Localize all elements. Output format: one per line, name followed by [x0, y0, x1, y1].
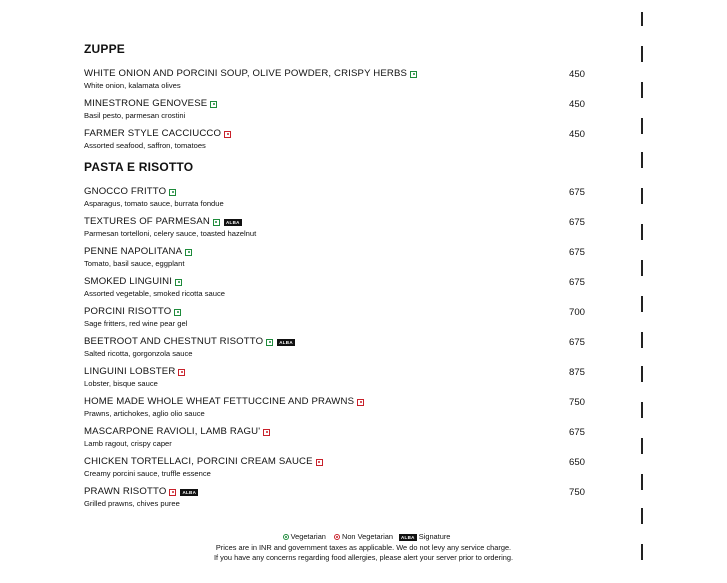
item-name: HOME MADE WHOLE WHEAT FETTUCCINE AND PRAWNS: [84, 396, 355, 407]
item-description: Grilled prawns, chives puree: [84, 499, 180, 508]
edge-rule: [641, 260, 643, 276]
menu-item: [84, 276, 585, 304]
edge-rule: [641, 118, 643, 134]
menu-item: [84, 186, 585, 214]
veg-icon: [410, 71, 417, 78]
signature-badge: ALBA: [279, 339, 293, 345]
item-description: Salted ricotta, gorgonzola sauce: [84, 349, 193, 358]
item-price: 750: [568, 397, 585, 408]
legend-nonveg-label: Non Vegetarian: [341, 532, 393, 541]
edge-rule: [641, 508, 643, 524]
edge-rule: [641, 188, 643, 204]
item-name: MASCARPONE RAVIOLI, LAMB RAGU': [84, 426, 261, 437]
item-name-row: [84, 486, 564, 498]
item-price: 675: [568, 277, 585, 288]
veg-icon: [174, 309, 181, 316]
signature-badge: ALBA: [182, 489, 197, 495]
signature-badge: ALBA: [225, 219, 240, 225]
item-description: Assorted vegetable, smoked ricotta sauce: [84, 289, 225, 298]
nonveg-dot-icon: [334, 534, 340, 540]
item-description: Lamb ragout, crispy caper: [84, 439, 172, 448]
item-name-row: [84, 128, 564, 140]
item-description: Parmesan tortelloni, celery sauce, toasted hazelnut: [84, 229, 257, 238]
item-name: PORCINI RISOTTO: [84, 306, 172, 317]
item-name-row: [84, 366, 564, 378]
item-name: SMOKED LINGUINI: [84, 276, 173, 287]
item-description: Assorted seafood, saffron, tomatoes: [84, 141, 206, 150]
item-name-row: [84, 306, 564, 318]
section-title-zuppe: ZUPPE: [84, 42, 126, 56]
item-price: 750: [568, 487, 585, 498]
menu-item: [84, 246, 585, 274]
item-name-row: [84, 276, 564, 288]
item-name-row: [84, 456, 564, 468]
veg-icon: [210, 101, 217, 108]
signature-badge: ALBA: [401, 534, 415, 540]
item-description: Sage fritters, red wine pear gel: [84, 319, 188, 328]
item-price: 450: [568, 129, 585, 140]
item-name-row: [84, 246, 564, 258]
item-name: FARMER STYLE CACCIUCCO: [84, 128, 222, 139]
item-name: BEETROOT AND CHESTNUT RISOTTO: [84, 336, 264, 347]
menu-item: [84, 306, 585, 334]
item-description: Basil pesto, parmesan crostini: [84, 111, 186, 120]
menu-item: [84, 98, 585, 126]
edge-rule: [641, 402, 643, 418]
item-name: MINESTRONE GENOVESE: [84, 98, 208, 109]
menu-item: [84, 366, 585, 394]
menu-item: [84, 396, 585, 424]
item-price: 675: [568, 217, 585, 228]
nonveg-icon: [224, 131, 231, 138]
item-description: Creamy porcini sauce, truffle essence: [84, 469, 211, 478]
edge-rule: [641, 82, 643, 98]
item-name: LINGUINI LOBSTER: [84, 366, 176, 377]
item-name-row: [84, 186, 564, 198]
item-description: Lobster, bisque sauce: [84, 379, 158, 388]
nonveg-icon: [169, 489, 176, 496]
nonveg-icon: [263, 429, 270, 436]
menu-item: [84, 68, 585, 96]
item-name: CHICKEN TORTELLACI, PORCINI CREAM SAUCE: [84, 456, 313, 467]
veg-icon: [266, 339, 273, 346]
veg-icon: [213, 219, 220, 226]
item-price: 675: [568, 187, 585, 198]
item-name-row: [84, 336, 564, 348]
veg-icon: [175, 279, 182, 286]
menu-item: [84, 336, 585, 364]
item-name: TEXTURES OF PARMESAN: [84, 216, 210, 227]
item-price: 675: [568, 337, 585, 348]
footer-legend: [0, 532, 727, 542]
edge-rule: [641, 332, 643, 348]
item-price: 675: [568, 247, 585, 258]
item-name: PENNE NAPOLITANA: [84, 246, 183, 257]
nonveg-icon: [178, 369, 185, 376]
item-description: Tomato, basil sauce, eggplant: [84, 259, 185, 268]
edge-rule: [641, 12, 643, 26]
item-description: Asparagus, tomato sauce, burrata fondue: [84, 199, 224, 208]
menu-item: [84, 426, 585, 454]
item-name-row: [84, 68, 564, 80]
item-name: WHITE ONION AND PORCINI SOUP, OLIVE POWDER, CRISPY HERBS: [84, 68, 408, 79]
item-name-row: [84, 426, 564, 438]
edge-rule: [641, 296, 643, 312]
menu-item: [84, 216, 585, 244]
item-price: 875: [568, 367, 585, 378]
edge-rule: [641, 152, 643, 168]
item-price: 675: [568, 427, 585, 438]
veg-icon: [185, 249, 192, 256]
nonveg-icon: [316, 459, 323, 466]
menu-item: [84, 486, 585, 514]
legend-signature-label: Signature: [418, 532, 451, 541]
edge-rule: [641, 474, 643, 490]
menu-item: [84, 128, 585, 156]
legend-veg-label: Vegetarian: [290, 532, 326, 541]
footer-allergy-note: If you have any concerns regarding food allergies, please alert your server prior to ordering.: [213, 553, 514, 562]
edge-rule: [641, 438, 643, 454]
item-price: 700: [568, 307, 585, 318]
item-name: GNOCCO FRITTO: [84, 186, 167, 197]
footer-prices-note: Prices are in INR and government taxes as applicable. We do not levy any service charge.: [215, 543, 512, 552]
nonveg-icon: [357, 399, 364, 406]
item-name-row: [84, 98, 564, 110]
item-price: 450: [568, 69, 585, 80]
edge-rule: [641, 224, 643, 240]
item-name-row: [84, 396, 564, 408]
menu-item: [84, 456, 585, 484]
item-name-row: [84, 216, 564, 228]
section-title-pasta-e-risotto: PASTA E RISOTTO: [84, 160, 194, 174]
item-description: Prawns, artichokes, aglio olio sauce: [84, 409, 205, 418]
edge-rule: [641, 46, 643, 62]
item-price: 650: [568, 457, 585, 468]
item-price: 450: [568, 99, 585, 110]
veg-dot-icon: [283, 534, 289, 540]
edge-rule: [641, 366, 643, 382]
item-name: PRAWN RISOTTO: [84, 486, 167, 497]
item-description: White onion, kalamata olives: [84, 81, 181, 90]
veg-icon: [169, 189, 176, 196]
